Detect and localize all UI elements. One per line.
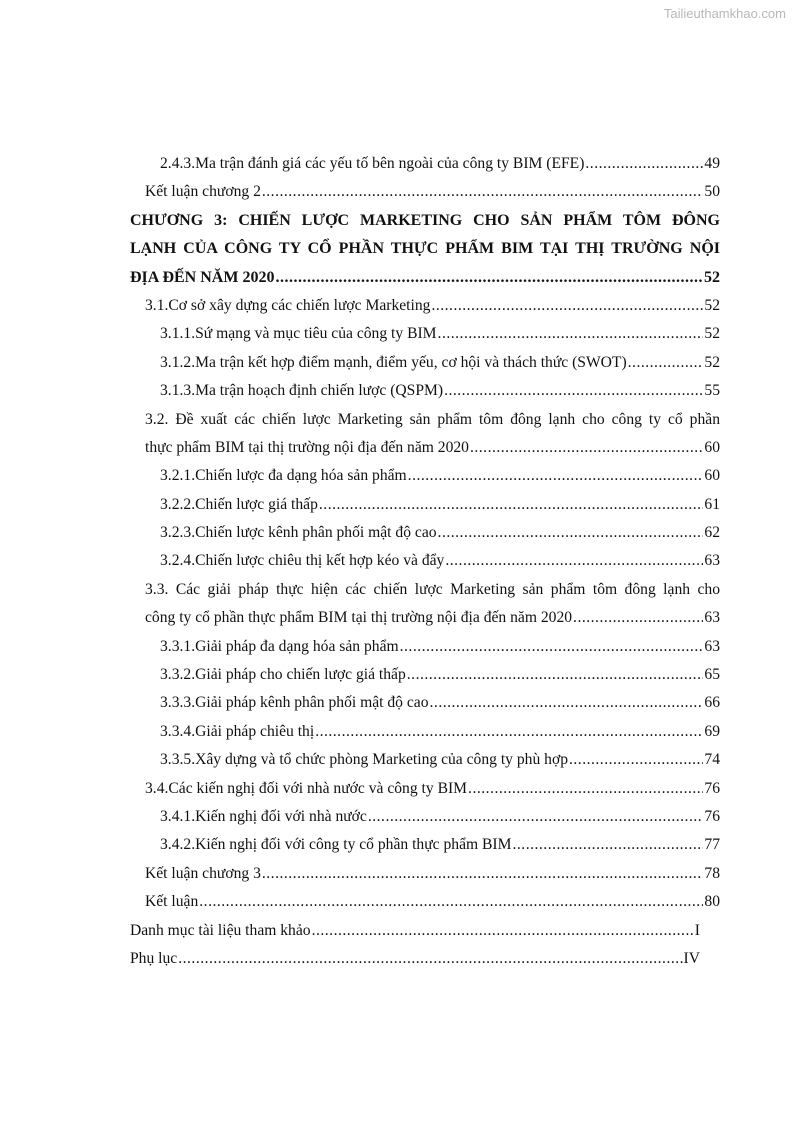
toc-number: 3.2.2.: [160, 495, 196, 513]
toc-title-line-2: [130, 434, 720, 462]
toc-entry-3-1-1[interactable]: [130, 320, 720, 348]
toc-entry-ket-luan[interactable]: [130, 888, 720, 916]
toc-title-line-2: [130, 604, 720, 632]
toc-page: 63: [704, 637, 720, 655]
toc-leader: [513, 831, 704, 859]
toc-number: 3.2.4.: [160, 552, 196, 570]
toc-title: Kiến nghị đối với nhà nước: [195, 807, 367, 825]
toc-page: 69: [704, 722, 720, 740]
toc-entry-3-3-2[interactable]: [130, 661, 720, 689]
toc-title: Phụ lục: [130, 949, 178, 967]
toc-leader: [573, 604, 703, 632]
toc-leader: [262, 178, 704, 206]
toc-page: 52: [704, 296, 720, 314]
toc-entry-ket-luan-chuong-2[interactable]: [130, 178, 720, 206]
toc-entry-3-2[interactable]: [130, 406, 720, 463]
toc-title: Chiến lược chiêu thị kết hợp kéo và đẩy: [195, 552, 445, 570]
toc-page: IV: [683, 949, 700, 967]
toc-number: 3.3.2.: [160, 666, 196, 684]
toc-page: 76: [704, 779, 720, 797]
toc-leader: [470, 434, 703, 462]
toc-number: 2.4.3.: [160, 155, 196, 172]
toc-leader: [431, 292, 703, 320]
toc-entry-appendix[interactable]: [130, 945, 700, 973]
chapter-title-line-2: LẠNH CỦA CÔNG TY CỔ PHẦN THỰC PHẨM BIM TẠI THỊ TRƯỜNG NỘI: [130, 240, 720, 258]
toc-title: ĐỊA ĐẾN NĂM 2020: [130, 268, 275, 286]
toc-entry-ket-luan-chuong-3[interactable]: [130, 860, 720, 888]
toc-title: Kết luận chương 2: [145, 183, 261, 201]
toc-number: 3.3.5.: [160, 751, 196, 769]
toc-leader: [315, 718, 703, 746]
toc-leader: [368, 803, 704, 831]
toc-page: 80: [704, 893, 720, 911]
toc-number: 3.3.4.: [160, 722, 196, 740]
toc-entry-3-3-5[interactable]: [130, 746, 720, 774]
toc-leader: [408, 462, 704, 490]
toc-number: 3.4.: [145, 779, 169, 797]
toc-title: Cơ sở xây dựng các chiến lược Marketing: [168, 296, 431, 314]
toc-leader: [569, 746, 703, 774]
toc-leader: [275, 264, 703, 292]
toc-number: 3.3.1.: [160, 637, 196, 655]
toc-number: 3.1.2.: [160, 353, 196, 371]
toc-page: 61: [704, 495, 720, 513]
toc-entry-3-3-1[interactable]: [130, 633, 720, 661]
toc-title-line-1: 3.3. Các giải pháp thực hiện các chiến lược Marketing sản phẩm tôm đông lạnh cho: [145, 580, 720, 598]
toc-entry-3-4-2[interactable]: [130, 831, 720, 859]
toc-title: Giải pháp chiêu thị: [195, 722, 315, 740]
toc-number: 3.3.3.: [160, 694, 196, 712]
toc-number: 3.2.1.: [160, 467, 196, 485]
toc-page: 50: [704, 183, 720, 201]
toc-leader: [438, 519, 704, 547]
toc-page: 60: [704, 438, 720, 456]
toc-page: 66: [704, 694, 720, 712]
watermark: Tailieuthamkhao.com: [663, 6, 786, 21]
toc-page: 60: [704, 467, 720, 485]
toc-leader: [585, 150, 703, 178]
toc-leader: [178, 945, 682, 973]
toc-entry-3-2-1[interactable]: [130, 462, 720, 490]
toc-title: Xây dựng và tổ chức phòng Marketing của công ty phù hợp: [195, 751, 568, 769]
toc-title: Chiến lược đa dạng hóa sản phẩm: [195, 467, 407, 485]
toc-entry-3-2-4[interactable]: [130, 547, 720, 575]
table-of-contents: [130, 150, 720, 973]
toc-leader: [628, 349, 704, 377]
toc-entry-3-3-3[interactable]: [130, 689, 720, 717]
toc-title-line-1: 3.2. Đề xuất các chiến lược Marketing sản phẩm tôm đông lạnh cho công ty cổ phần: [145, 410, 720, 428]
toc-title: công ty cổ phần thực phẩm BIM tại thị trường nội địa đến năm 2020: [145, 609, 573, 627]
toc-title: Kết luận: [145, 893, 199, 911]
toc-title: thực phẩm BIM tại thị trường nội địa đến năm 2020: [145, 438, 469, 456]
toc-page: 62: [704, 524, 720, 542]
chapter-title-line-3: [130, 264, 720, 292]
toc-title: Giải pháp kênh phân phối mật độ cao: [195, 694, 429, 712]
toc-title: Chiến lược kênh phân phối mật độ cao: [195, 524, 437, 542]
toc-entry-2-4-3[interactable]: [130, 150, 720, 178]
toc-leader: [400, 633, 704, 661]
toc-title: Kiến nghị đối với công ty cổ phần thực phẩm BIM: [195, 836, 512, 854]
toc-number: 3.2.3.: [160, 524, 196, 542]
toc-chapter-3[interactable]: [130, 207, 720, 292]
toc-title: Ma trận đánh giá các yếu tố bên ngoài của công ty BIM (EFE): [195, 155, 585, 172]
toc-entry-3-3[interactable]: [130, 576, 720, 633]
toc-leader: [319, 491, 704, 519]
toc-page: 52: [704, 353, 720, 371]
toc-leader: [262, 860, 704, 888]
toc-page: 63: [704, 609, 720, 627]
toc-title: Giải pháp cho chiến lược giá thấp: [195, 666, 406, 684]
toc-number: 3.4.1.: [160, 807, 196, 825]
toc-leader: [312, 917, 694, 945]
toc-page: 49: [704, 155, 720, 172]
toc-entry-3-2-3[interactable]: [130, 519, 720, 547]
toc-entry-3-2-2[interactable]: [130, 491, 720, 519]
toc-page: I: [694, 921, 700, 939]
toc-title: Các kiến nghị đối với nhà nước và công ty BIM: [168, 779, 468, 797]
toc-page: 74: [704, 751, 720, 769]
toc-title: Danh mục tài liệu tham khảo: [130, 921, 311, 939]
toc-title: Giải pháp đa dạng hóa sản phẩm: [195, 637, 399, 655]
toc-title: Ma trận kết hợp điểm mạnh, điểm yếu, cơ hội và thách thức (SWOT): [195, 353, 627, 371]
toc-page: 52: [704, 325, 720, 343]
toc-entry-3-3-4[interactable]: [130, 718, 720, 746]
toc-number: 3.1.3.: [160, 382, 196, 400]
toc-number: 3.1.: [145, 296, 169, 314]
chapter-title-line-1: CHƯƠNG 3: CHIẾN LƯỢC MARKETING CHO SẢN PHẨM TÔM ĐÔNG: [130, 211, 720, 229]
toc-leader: [438, 320, 704, 348]
toc-leader: [430, 689, 704, 717]
toc-page: 77: [704, 836, 720, 854]
toc-entry-3-1-2[interactable]: [130, 349, 720, 377]
toc-leader: [445, 547, 703, 575]
toc-page: 55: [704, 382, 720, 400]
toc-number: 3.1.1.: [160, 325, 196, 343]
toc-title: Chiến lược giá thấp: [195, 495, 318, 513]
toc-leader: [444, 377, 703, 405]
toc-entry-references[interactable]: [130, 917, 700, 945]
toc-page: 65: [704, 666, 720, 684]
toc-page: 76: [704, 807, 720, 825]
toc-entry-3-4[interactable]: [130, 775, 720, 803]
toc-title: Ma trận hoạch định chiến lược (QSPM): [195, 382, 444, 400]
toc-entry-3-4-1[interactable]: [130, 803, 720, 831]
toc-leader: [468, 775, 703, 803]
toc-title: Sứ mạng và mục tiêu của công ty BIM: [195, 325, 437, 343]
toc-leader: [199, 888, 703, 916]
toc-page: 63: [704, 552, 720, 570]
toc-entry-3-1[interactable]: [130, 292, 720, 320]
toc-entry-3-1-3[interactable]: [130, 377, 720, 405]
toc-title: Kết luận chương 3: [145, 864, 261, 882]
toc-page: 52: [704, 268, 720, 286]
toc-page: 78: [704, 864, 720, 882]
toc-number: 3.4.2.: [160, 836, 196, 854]
toc-leader: [407, 661, 704, 689]
